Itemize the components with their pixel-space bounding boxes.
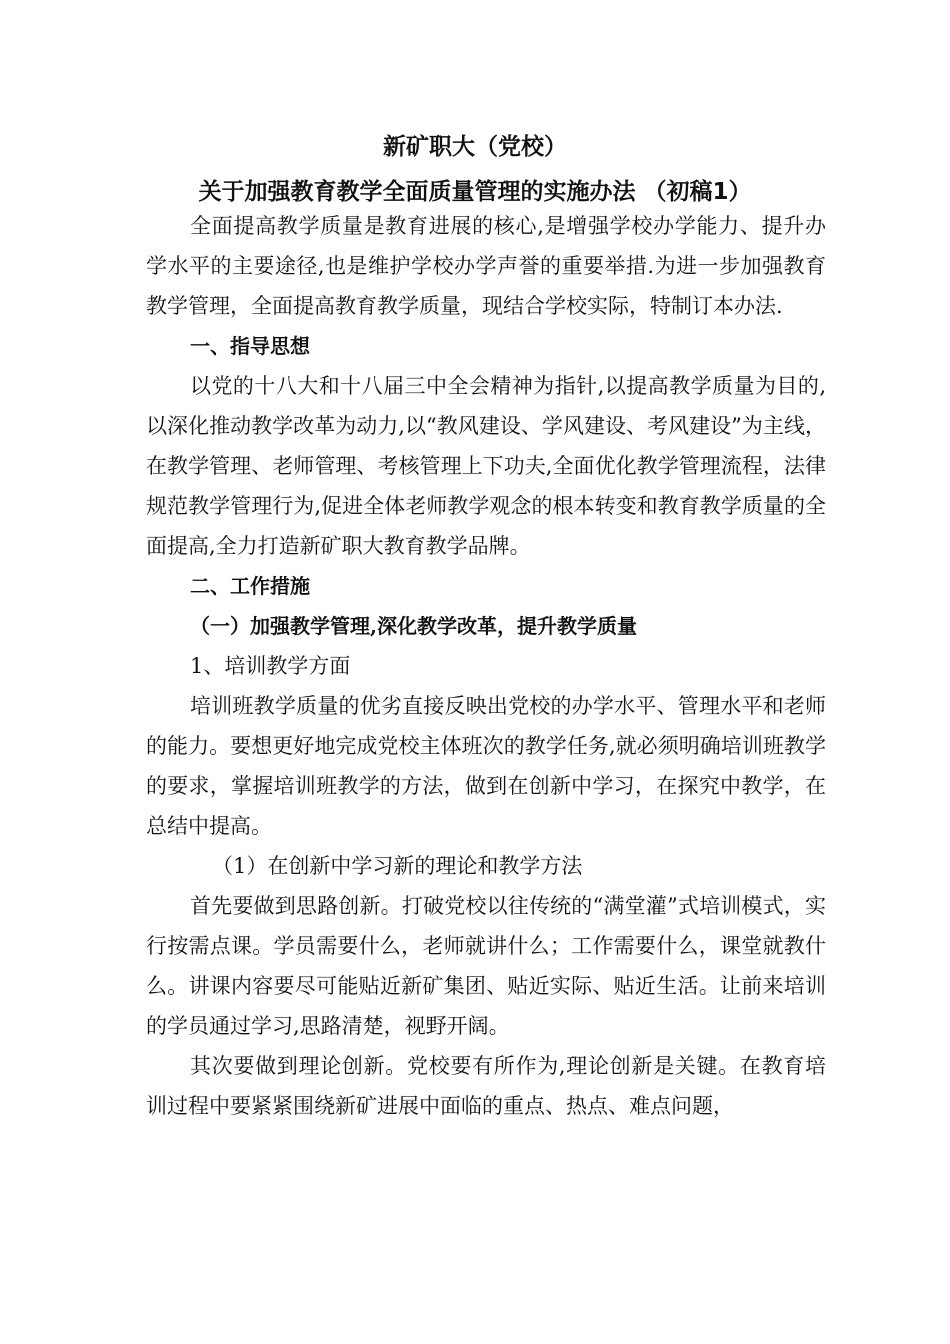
section1-heading: 一、指导思想 xyxy=(190,334,310,358)
intro-paragraph: 全面提高教学质量是教育进展的核心,是增强学校办学能力、提升办学水平的主要途径,也是维护学校办学声誉的重要举措.为进一步加强教育教学管理，全面提高教育教学质量，现结合学校实际，特制订本办法. xyxy=(146,214,826,318)
section2-heading: 二、工作措施 xyxy=(190,574,310,598)
document-title-line1: 新矿职大（党校） xyxy=(383,134,567,160)
point1-paragraph-a: 首先要做到思路创新。打破党校以往传统的“满堂灌”式培训模式，实行按需点课。学员需要什么，老师就讲什么；工作需要什么，课堂就教什么。讲课内容要尽可能贴近新矿集团、贴近实际、贴近生活。让前来培训的学员通过学习,思路清楚，视野开阔。 xyxy=(146,894,826,1038)
point1-paragraph-b: 其次要做到理论创新。党校要有所作为,理论创新是关键。在教育培训过程中要紧紧围绕新矿进展中面临的重点、热点、难点问题， xyxy=(146,1054,826,1118)
item1-paragraph: 培训班教学质量的优劣直接反映出党校的办学水平、管理水平和老师的能力。要想更好地完成党校主体班次的教学任务,就必须明确培训班教学的要求，掌握培训班教学的方法，做到在创新中学习，在探究中教学，在总结中提高。 xyxy=(146,694,826,838)
item1-heading: 1、培训教学方面 xyxy=(190,654,351,678)
document-title-line2: 关于加强教育教学全面质量管理的实施办法 （初稿1） xyxy=(198,179,752,205)
point1-heading: （1）在创新中学习新的理论和教学方法 xyxy=(212,854,583,878)
subsection1-heading: （一）加强教学管理,深化教学改革，提升教学质量 xyxy=(190,614,637,638)
section1-paragraph: 以党的十八大和十八届三中全会精神为指针,以提高教学质量为目的,以深化推动教学改革为动力,以“教风建设、学风建设、考风建设”为主线，在教学管理、老师管理、考核管理上下功夫,全面优化教学管理流程，法律规范教学管理行为,促进全体老师教学观念的根本转变和教育教学质量的全面提高,全力打造新矿职大教育教学品牌。 xyxy=(146,374,826,558)
document-body xyxy=(146,206,826,1126)
